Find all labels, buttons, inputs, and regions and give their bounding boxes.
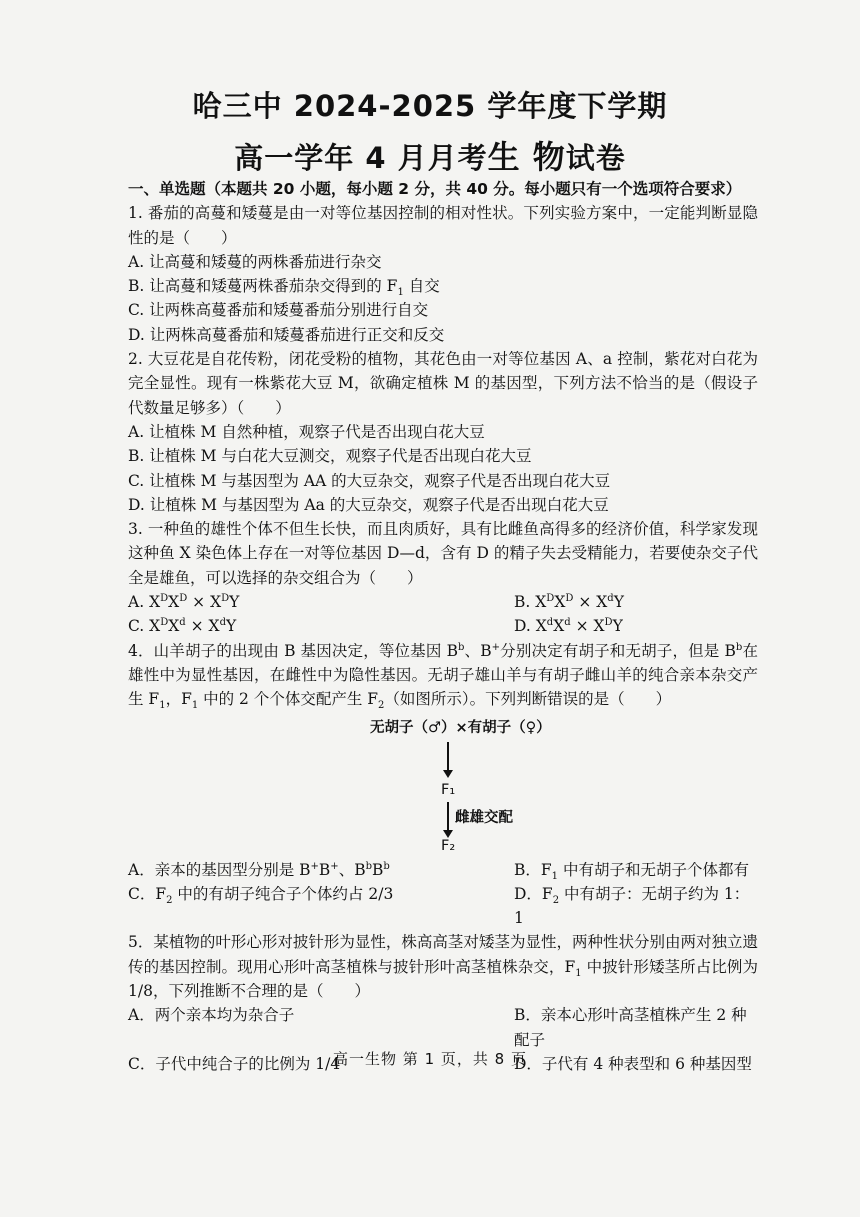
q5-options-row-1	[128, 1003, 758, 1052]
q1-b-sub: 1	[397, 287, 404, 299]
q2-option-c: C. 让植株 M 与基因型为 AA 的大豆杂交，观察子代是否出现白花大豆	[128, 471, 611, 490]
q5-option-d: D．子代有 4 种表型和 6 种基因型	[514, 1054, 752, 1073]
diagram-f1: F₁	[441, 781, 456, 798]
question-4-stem: 4．山羊胡子的出现由 B 基因决定，等位基因 $B^b$、B+分别决定有胡子和无胡子，但是 $B^b$在雄性中为显性基因，在雌性中为隐性基因。无胡子雄山羊与有胡子雌山羊的纯合亲本杂交产生 $F_1$，$F_1$ 中的 2 个个体交配产生 $F_2$（如图所示）。下列判断错误的是（ ）	[128, 641, 758, 712]
q1-b-text-end: 自交	[403, 277, 440, 296]
q3-options-row-2	[128, 614, 758, 638]
q4-options-row-1	[128, 858, 758, 882]
subtitle-subject: 生 物	[487, 138, 566, 176]
arrow-down-icon	[447, 802, 449, 832]
q4-option-c: C．$F_2$ 中的有胡子纯合子个体约占 2/3	[128, 884, 394, 906]
q1-option-c: C. 让两株高蔓番茄和矮蔓番茄分别进行自交	[128, 301, 429, 320]
q1-option-d: D. 让两株高蔓番茄和矮蔓番茄进行正交和反交	[128, 325, 445, 344]
exam-content	[128, 177, 758, 1076]
q3-option-c: C. $X^DX^d \times X^dY$	[128, 617, 237, 636]
question-3-stem: 3. 一种鱼的雄性个体不但生长快，而且肉质好，具有比雌鱼高得多的经济价值，科学家发现这种鱼 X 染色体上存在一对等位基因 D—d，含有 D 的精子失去受精能力，若要使杂交子代全是雄鱼，可以选择的杂交组合为（ ）	[128, 520, 758, 587]
cross-diagram	[128, 716, 758, 856]
subtitle-pre: 高一学年 4 月月考	[234, 141, 488, 175]
q2-option-a: A. 让植株 M 自然种植，观察子代是否出现白花大豆	[128, 422, 485, 441]
q2-option-d: D. 让植株 M 与基因型为 Aa 的大豆杂交，观察子代是否出现白花大豆	[128, 495, 609, 514]
q1-option-b	[128, 274, 758, 298]
q4-option-a: A．亲本的基因型分别是 B+B+、$B^bB^b$	[128, 860, 390, 879]
q2-option-b: B. 让植株 M 与白花大豆测交，观察子代是否出现白花大豆	[128, 447, 532, 466]
exam-title: 哈三中 2024-2025 学年度下学期	[192, 89, 668, 123]
q1-b-text: B. 让高蔓和矮蔓两株番茄杂交得到的 F	[128, 277, 398, 296]
q3-options-row-1	[128, 590, 758, 614]
page-footer: 高一生物 第 1 页，共 8 页	[333, 1050, 527, 1068]
q5-option-c: C．子代中纯合子的比例为 1/4	[128, 1054, 341, 1073]
q3-option-b: B. $X^DX^D \times X^dY$	[514, 592, 624, 612]
diagram-parents: 无胡子（♂）×有胡子（♀）	[370, 719, 551, 736]
q4-option-d: D．$F_2$ 中有胡子：无胡子约为 1：1	[514, 884, 750, 928]
section-heading: 一、单选题（本题共 20 小题，每小题 2 分，共 40 分。每小题只有一个选项符合要求）	[128, 180, 742, 198]
q3-option-a: A. $X^DX^D \times X^DY$	[128, 592, 240, 612]
question-1-stem: 1. 番茄的高蔓和矮蔓是由一对等位基因控制的相对性状。下列实验方案中，一定能判断显隐性的是（ ）	[128, 204, 758, 247]
q4-options-row-2	[128, 882, 758, 931]
diagram-f2: F₂	[441, 837, 456, 854]
question-5-stem: 5．某植物的叶形心形对披针形为显性，株高高茎对矮茎为显性，两种性状分别由两对独立遗传的基因控制。现用心形叶高茎植株与披针形叶高茎植株杂交，$F_1$ 中披针形矮茎所占比例为 1/8，下列推断不合理的是（ ）	[128, 933, 758, 1001]
q4-option-b: B．$F_1$ 中有胡子和无胡子个体都有	[514, 860, 749, 882]
question-2-stem: 2. 大豆花是自花传粉，闭花受粉的植物，其花色由一对等位基因 A、a 控制，紫花对白花为完全显性。现有一株紫花大豆 M，欲确定植株 M 的基因型，下列方法不恰当的是（假设子代数量足够多）（ ）	[128, 350, 758, 417]
diagram-mating-label: 雌雄交配	[455, 809, 513, 826]
q5-option-a: A．两个亲本均为杂合子	[128, 1006, 295, 1025]
q1-option-a: A. 让高蔓和矮蔓的两株番茄进行杂交	[128, 252, 382, 271]
arrow-down-icon	[447, 742, 449, 772]
exam-subtitle	[0, 132, 860, 178]
q3-option-d: D. $X^dX^d \times X^DY$	[514, 617, 623, 636]
subtitle-post: 试卷	[565, 141, 626, 175]
q5-option-b: B．亲本心形叶高茎植株产生 2 种配子	[514, 1006, 747, 1049]
